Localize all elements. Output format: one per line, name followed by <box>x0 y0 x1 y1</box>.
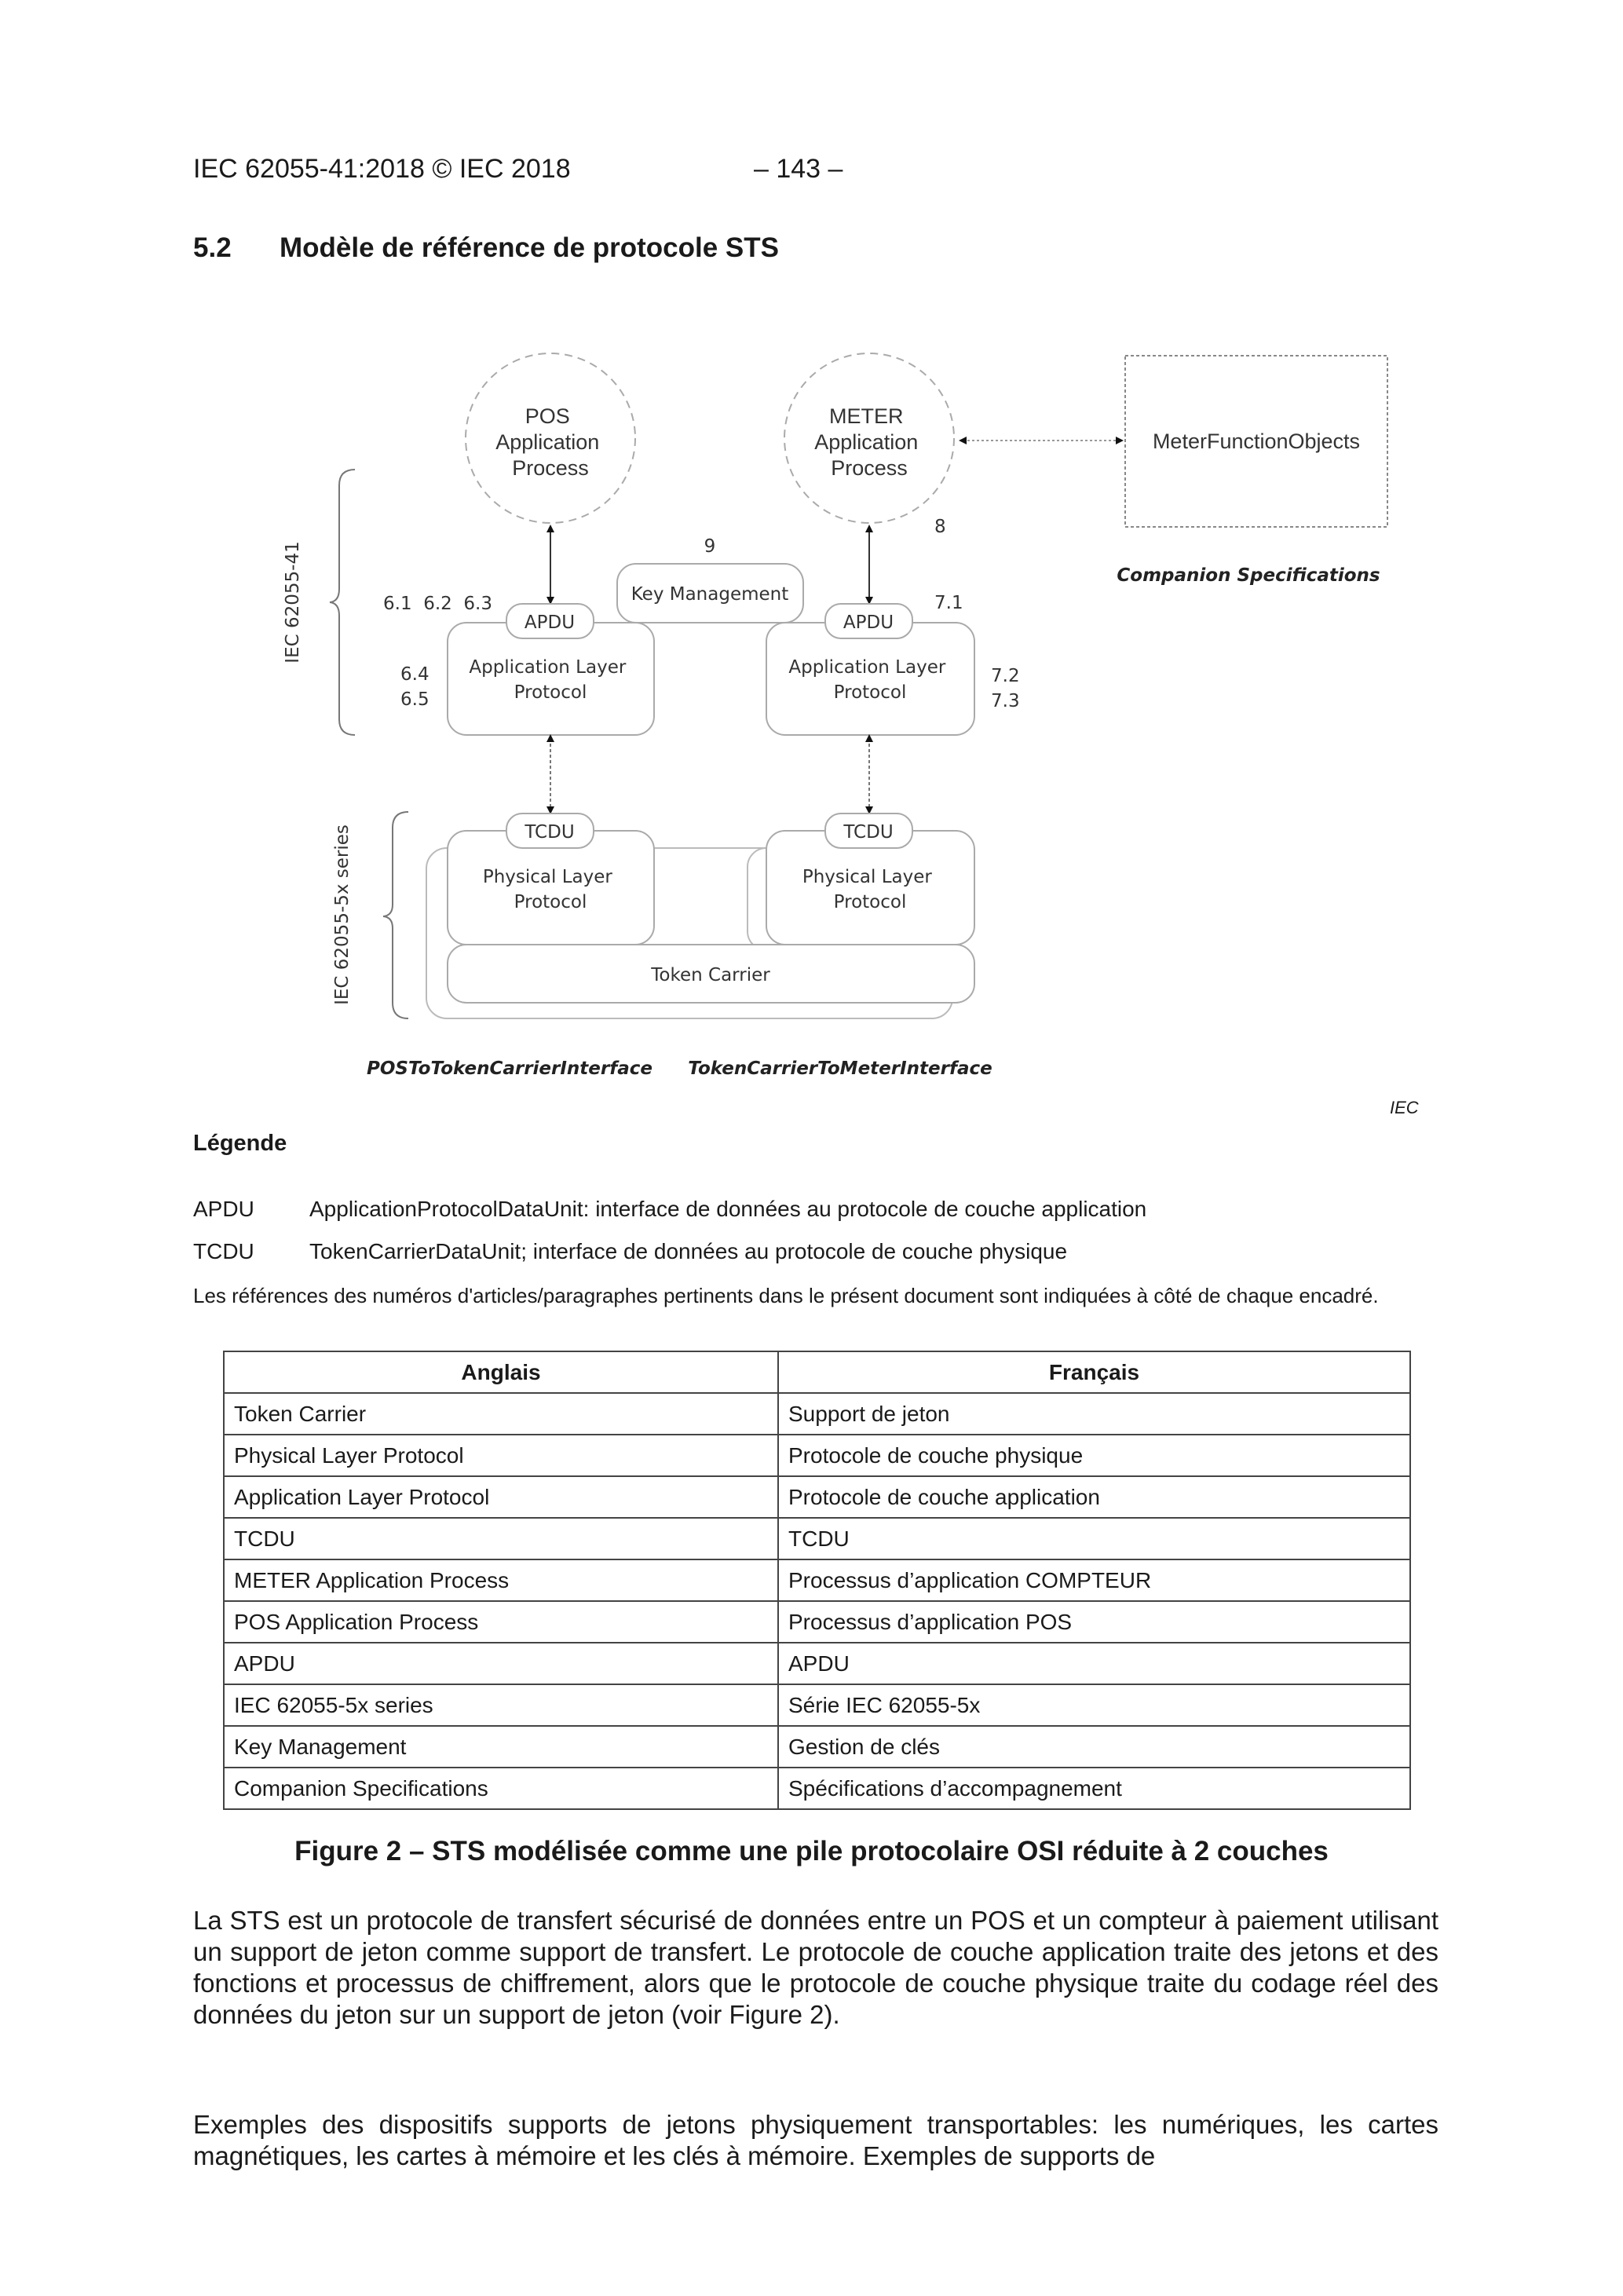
cell-english: Companion Specifications <box>224 1768 778 1809</box>
cell-french: Processus d’application POS <box>778 1601 1410 1643</box>
brace-application-layer-label: IEC 62055-41 <box>283 541 303 664</box>
cell-english: APDU <box>224 1643 778 1684</box>
body-paragraph-1: La STS est un protocole de transfert sécurisé de données entre un POS et un compteur à paiement utilisant un support de jeton comme support de transfert. Le protocole de couche application traite des jetons et des fonctions et processus de chiffrement, alors que le protocole de couche physique traite du codage réel des données du jeton sur un support de jeton (voir Figure 2). <box>193 1906 1438 2029</box>
cell-french: Protocole de couche physique <box>778 1435 1410 1476</box>
brace-physical-layer <box>383 812 408 1018</box>
table-row <box>224 1518 1410 1559</box>
brace-physical-layer-label: IEC 62055-5x series <box>332 824 353 1005</box>
figure-caption: Figure 2 – STS modélisée comme une pile protocolaire OSI réduite à 2 couches <box>294 1836 1329 1866</box>
pos-phys-layer-line1: Physical Layer <box>482 867 612 887</box>
meter-process-line1: METER <box>828 404 904 428</box>
cell-english: POS Application Process <box>224 1601 778 1643</box>
key-management-label: Key Management <box>631 584 789 605</box>
legend-abbr: APDU <box>193 1197 254 1221</box>
table-row <box>224 1393 1410 1435</box>
table-row <box>224 1684 1410 1726</box>
table-row <box>224 1726 1410 1768</box>
cell-english: Key Management <box>224 1726 778 1768</box>
cell-english: IEC 62055-5x series <box>224 1684 778 1726</box>
protocol-reference-diagram <box>0 0 1623 1115</box>
svg-text:METER Application Proc <box>814 404 924 480</box>
legend-title: Légende <box>193 1131 287 1156</box>
cell-english: Application Layer Protocol <box>224 1476 778 1518</box>
meter-process-line2: Application <box>814 430 919 454</box>
ref-meter-app-2: 7.3 <box>991 691 1020 711</box>
page-number: – 143 – <box>754 154 843 184</box>
legend-abbr: TCDU <box>193 1239 254 1263</box>
ref-pos-app-2: 6.5 <box>400 689 430 710</box>
meter-app-layer-line1: Application Layer <box>788 657 946 678</box>
table-row <box>224 1476 1410 1518</box>
meter-app-layer-line2: Protocol <box>833 682 907 703</box>
token-carrier-label: Token Carrier <box>651 965 770 985</box>
pos-app-layer-line2: Protocol <box>514 682 587 703</box>
legend-note: Les références des numéros d'articles/paragraphes pertinents dans le présent document sont indiquées à côté de chaque encadré. <box>193 1284 1379 1307</box>
meter-phys-layer-line2: Protocol <box>833 892 907 912</box>
pos-process-line1: POS <box>525 404 570 428</box>
meter-apdu-label: APDU <box>843 612 894 633</box>
ref-meter-app-1: 7.2 <box>991 666 1020 686</box>
brace-application-layer <box>330 470 355 735</box>
cell-french: Processus d’application COMPTEUR <box>778 1559 1410 1601</box>
interface-token-carrier-meter: TokenCarrierToMeterInterface <box>688 1058 992 1079</box>
cell-french: Gestion de clés <box>778 1726 1410 1768</box>
cell-french: Spécifications d’accompagnement <box>778 1768 1410 1809</box>
interface-pos-token-carrier: POSToTokenCarrierInterface <box>366 1058 653 1079</box>
pos-process-line3: Process <box>512 456 589 480</box>
meter-phys-layer-line1: Physical Layer <box>802 867 932 887</box>
table-row <box>224 1768 1410 1809</box>
ref-key-management: 9 <box>704 536 716 557</box>
column-header-english: Anglais <box>224 1351 778 1393</box>
cell-french: TCDU <box>778 1518 1410 1559</box>
cell-english: TCDU <box>224 1518 778 1559</box>
meter-application-layer-box <box>766 623 974 735</box>
document-reference: IEC 62055-41:2018 © IEC 2018 <box>193 154 571 184</box>
cell-french: Support de jeton <box>778 1393 1410 1435</box>
meter-function-objects-label: MeterFunctionObjects <box>1152 430 1361 453</box>
ref-pos-app-1: 6.4 <box>400 664 430 685</box>
svg-text:POS Application Proces <box>495 404 605 480</box>
legend-item <box>193 1197 1146 1222</box>
iec-figure-mark: IEC <box>1390 1098 1419 1117</box>
body-paragraph-2: Exemples des dispositifs supports de jetons physiquement transportables: les numériques, les cartes magnétiques, les cartes à mémoire et les clés à mémoire. Exemples de supports de <box>193 2110 1438 2170</box>
table-header-row <box>224 1351 1410 1393</box>
table-row <box>224 1643 1410 1684</box>
pos-application-layer-box <box>448 623 654 735</box>
section-number: 5.2 <box>193 232 232 263</box>
meter-tcdu-label: TCDU <box>843 822 894 843</box>
cell-english: METER Application Process <box>224 1559 778 1601</box>
terms-table <box>223 1351 1411 1810</box>
ref-pos-apdu: 6.1 6.2 6.3 <box>383 594 492 614</box>
ref-meter-apdu: 7.1 <box>934 593 963 613</box>
pos-tcdu-label: TCDU <box>525 822 575 843</box>
table-row <box>224 1559 1410 1601</box>
cell-english: Token Carrier <box>224 1393 778 1435</box>
ref-meter-process: 8 <box>934 517 946 537</box>
pos-app-layer-line1: Application Layer <box>469 657 627 678</box>
table-row <box>224 1601 1410 1643</box>
column-header-french: Français <box>778 1351 1410 1393</box>
cell-french: APDU <box>778 1643 1410 1684</box>
cell-english: Physical Layer Protocol <box>224 1435 778 1476</box>
companion-specifications-label: Companion Specifications <box>1117 565 1380 586</box>
table-row <box>224 1435 1410 1476</box>
pos-process-line2: Application <box>495 430 600 454</box>
meter-process-line3: Process <box>831 456 908 480</box>
pos-phys-layer-line2: Protocol <box>514 892 587 912</box>
cell-french: Série IEC 62055-5x <box>778 1684 1410 1726</box>
legend-text: TokenCarrierDataUnit; interface de données au protocole de couche physique <box>309 1239 1068 1263</box>
pos-apdu-label: APDU <box>524 612 576 633</box>
section-title: Modèle de référence de protocole STS <box>280 232 779 263</box>
legend-item <box>193 1239 1067 1264</box>
legend-text: ApplicationProtocolDataUnit: interface de données au protocole de couche application <box>309 1197 1147 1221</box>
cell-french: Protocole de couche application <box>778 1476 1410 1518</box>
